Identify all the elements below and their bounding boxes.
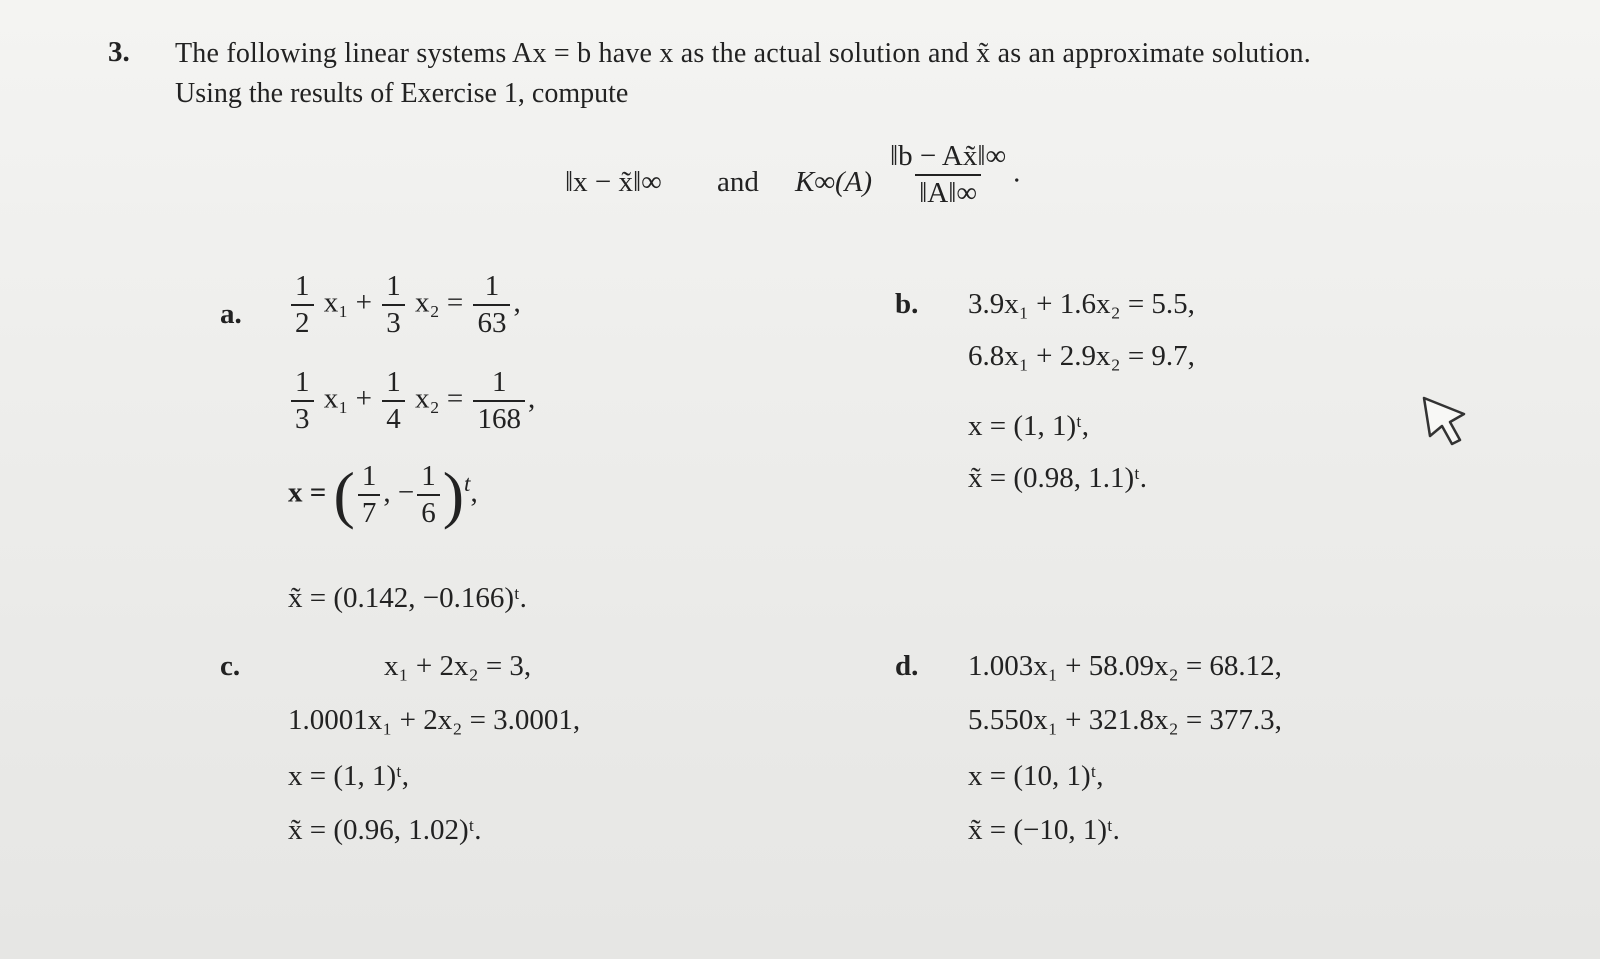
- part-d-label: d.: [895, 650, 919, 682]
- intro-line-1: The following linear systems Ax = b have x as the actual solution and x̃ as an approximate solution.: [175, 38, 1311, 69]
- part-d-line-2: 5.550x₁ + 321.8x₂ = 377.3,: [968, 704, 1282, 736]
- part-c-line-2: 1.0001x₁ + 2x₂ = 3.0001,: [288, 704, 581, 736]
- part-c-line-3: x = (1, 1)ᵗ,: [288, 760, 409, 792]
- part-d-line-3: x = (10, 1)ᵗ,: [968, 760, 1104, 792]
- formula-end: .: [1013, 156, 1021, 189]
- intro-line-2: Using the results of Exercise 1, compute: [175, 78, 629, 109]
- part-d-line-4: x̃ = (−10, 1)ᵗ.: [968, 814, 1120, 846]
- formula-denominator: ‖A‖∞: [915, 174, 981, 208]
- exercise-number: 3.: [108, 36, 130, 68]
- part-a-equation-1: $\frac{1}{2}$ x₁ + $\frac{1}{3}$ x₂ = $\frac{1}{63}$ ,: [288, 272, 521, 338]
- part-d-line-1: 1.003x₁ + 58.09x₂ = 68.12,: [968, 650, 1282, 682]
- part-b-line-2: 6.8x₁ + 2.9x₂ = 9.7,: [968, 340, 1195, 372]
- part-b-line-1: 3.9x₁ + 1.6x₂ = 5.5,: [968, 288, 1195, 320]
- part-c-line-1: x₁ + 2x₂ = 3,: [384, 650, 532, 682]
- part-b-line-4: x̃ = (0.98, 1.1)ᵗ.: [968, 462, 1147, 494]
- part-c-label: c.: [220, 650, 241, 682]
- part-a-exact-solution: x = ( $\frac{1}{7}$ , − $\frac{1}{6}$ )$^t$,: [288, 459, 478, 530]
- part-a-approx-solution: x̃ = (0.142, −0.166)ᵗ.: [288, 582, 527, 614]
- formula-condition-number: K∞(A): [795, 166, 873, 198]
- part-a-equation-2: $\frac{1}{3}$ x₁ + $\frac{1}{4}$ x₂ = $\frac{1}{168}$ ,: [288, 368, 535, 434]
- formula-and: and: [717, 166, 759, 198]
- part-b-line-3: x = (1, 1)ᵗ,: [968, 410, 1089, 442]
- part-c-line-4: x̃ = (0.96, 1.02)ᵗ.: [288, 814, 482, 846]
- formula-fraction: [883, 142, 1020, 208]
- part-a-label: a.: [220, 298, 242, 330]
- formula-error-norm: ‖x − x̃‖∞: [565, 166, 662, 198]
- part-b-label: b.: [895, 288, 919, 320]
- formula-numerator: ‖b − Ax̃‖∞: [890, 140, 1007, 172]
- mouse-pointer-icon: [1420, 392, 1472, 448]
